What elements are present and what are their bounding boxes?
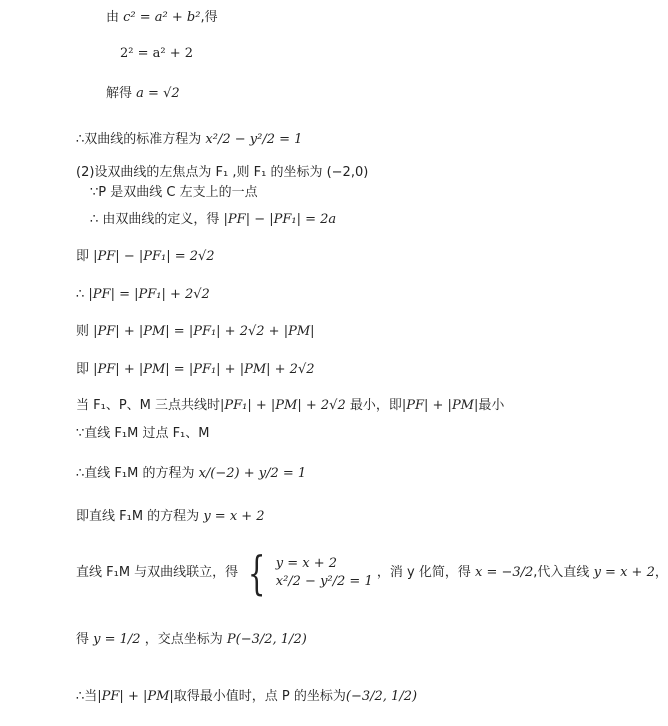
line-8	[76, 248, 215, 266]
line-17-math-a: y = 1/2	[93, 632, 141, 647]
line-7-math: |PF| − |PF₁| = 2a	[223, 212, 337, 227]
line-2-math: 2² = a² + 2	[120, 46, 194, 61]
line-16-text-a: 直线 F₁M 与双曲线联立，得	[76, 565, 239, 580]
line-18-text-b: 取得最小值时，点 P 的坐标为	[173, 689, 346, 704]
line-17	[76, 626, 307, 654]
line-17-text-a: 得	[76, 632, 90, 647]
system-brace: {	[248, 545, 266, 600]
line-3-math: a = √2	[136, 86, 180, 101]
line-7	[90, 211, 336, 229]
line-10-math: |PF| + |PM| = |PF₁| + 2√2 + |PM|	[93, 324, 315, 339]
line-6	[90, 184, 258, 202]
line-13-text: ∵直线 F₁M 过点 F₁、M	[76, 426, 210, 441]
line-18-text-a: ∴当	[76, 689, 98, 704]
line-14	[76, 460, 306, 488]
line-5-text: (2)设双曲线的左焦点为 F₁ ,则 F₁ 的坐标为 (−2,0)	[76, 165, 369, 180]
line-8-math: |PF| − |PF₁| = 2√2	[93, 249, 215, 264]
line-8-text: 即	[76, 249, 90, 264]
line-13	[76, 425, 209, 443]
line-3-text: 解得	[106, 86, 133, 101]
line-6-text: ∵P 是双曲线 C 左支上的一点	[90, 185, 258, 200]
line-15	[76, 508, 265, 526]
line-4-equation: x²/2 − y²/2 = 1	[205, 132, 303, 147]
line-15-text: 即直线 F₁M 的方程为	[76, 509, 200, 524]
line-10	[76, 323, 315, 341]
line-14-text: ∴直线 F₁M 的方程为	[76, 466, 195, 481]
line-3	[106, 85, 180, 103]
system-eq-1: y = x + 2	[275, 555, 337, 571]
line-2	[120, 45, 193, 63]
line-1-tail: ,得	[200, 10, 218, 25]
line-16-text-c: ,代入直线	[533, 565, 590, 580]
line-10-text: 则	[76, 324, 90, 339]
line-17-math-b: P(−3/2, 1/2)	[226, 632, 307, 647]
line-18	[76, 683, 417, 711]
line-18-math-b: (−3/2, 1/2)	[345, 689, 418, 704]
system-eq-2: x²/2 − y²/2 = 1	[275, 573, 373, 589]
line-16-math-b: x = −3/2	[474, 565, 534, 580]
line-12-math-a: |PF₁| + |PM| + 2√2	[220, 398, 346, 413]
line-16-text-b: ，消 y 化简，得	[376, 565, 471, 580]
line-18-math-a: |PF| + |PM|	[97, 689, 174, 704]
line-11	[76, 361, 315, 379]
line-5	[76, 164, 368, 182]
line-12	[76, 397, 504, 415]
line-1	[106, 9, 218, 27]
line-16-text-d: ，	[654, 565, 668, 580]
line-12-text-a: 当 F₁、P、M 三点共线时	[76, 398, 221, 413]
line-4-text: ∴双曲线的标准方程为	[76, 132, 202, 147]
line-16-math-c: y = x + 2	[593, 565, 655, 580]
line-4	[76, 126, 302, 154]
line-12-math-b: |PF| + |PM|	[401, 398, 479, 413]
line-11-math: |PF| + |PM| = |PF₁| + |PM| + 2√2	[93, 362, 315, 377]
line-15-math: y = x + 2	[203, 509, 265, 524]
line-12-text-c: 最小	[478, 398, 505, 413]
line-1-text: 由	[106, 10, 120, 25]
line-9-math: |PF| = |PF₁| + 2√2	[88, 287, 210, 302]
line-16	[76, 546, 668, 600]
equation-system	[276, 555, 373, 591]
line-7-text: ∴ 由双曲线的定义，得	[90, 212, 220, 227]
line-11-text: 即	[76, 362, 90, 377]
line-1-math: c² = a² + b²	[123, 10, 201, 25]
line-12-text-b: 最小，即	[349, 398, 402, 413]
line-9	[76, 286, 210, 304]
line-9-text: ∴	[76, 287, 85, 302]
line-17-text-b: ，交点坐标为	[144, 632, 223, 647]
line-14-equation: x/(−2) + y/2 = 1	[198, 466, 307, 481]
